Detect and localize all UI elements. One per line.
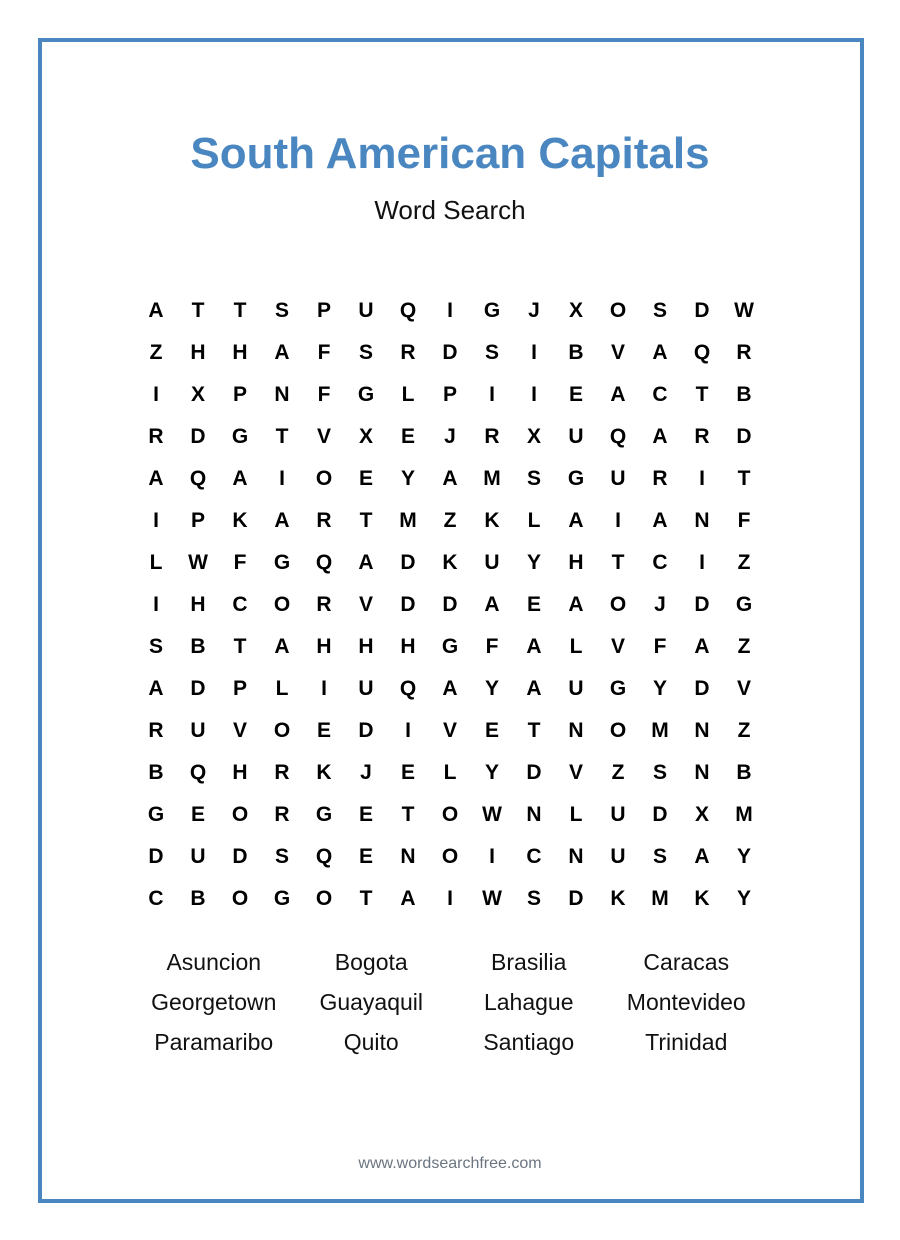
grid-cell[interactable]: K <box>316 761 332 784</box>
grid-cell[interactable]: G <box>567 467 585 490</box>
grid-cell[interactable]: V <box>610 341 625 364</box>
page-subtitle: Word Search <box>374 195 526 225</box>
grid-cell[interactable]: Q <box>399 677 417 700</box>
grid-cell[interactable]: H <box>232 761 248 784</box>
grid-cell[interactable]: O <box>609 719 627 742</box>
grid-row <box>135 416 765 458</box>
grid-cell[interactable]: T <box>233 635 247 658</box>
grid-cell[interactable]: F <box>233 551 247 574</box>
grid-cell[interactable]: N <box>694 761 710 784</box>
grid-cell[interactable]: U <box>190 845 206 868</box>
grid-cell[interactable]: D <box>694 677 710 700</box>
grid-cell[interactable]: V <box>316 425 331 448</box>
word-list-item: Asuncion <box>166 949 262 975</box>
grid-cell[interactable]: D <box>694 299 710 322</box>
grid-cell[interactable]: O <box>231 887 249 910</box>
grid-cell[interactable]: X <box>694 803 709 826</box>
grid-cell[interactable]: P <box>232 383 247 406</box>
grid-cell[interactable]: Y <box>736 887 751 910</box>
grid-cell[interactable]: I <box>447 887 453 910</box>
grid-cell[interactable]: M <box>399 509 417 532</box>
grid-cell[interactable]: T <box>401 803 415 826</box>
grid-cell[interactable]: G <box>441 635 459 658</box>
word-list-item: Lahague <box>483 989 574 1015</box>
grid-cell[interactable]: S <box>652 845 667 868</box>
grid-row <box>135 710 765 752</box>
grid-cell[interactable]: A <box>274 509 290 532</box>
grid-cell[interactable]: W <box>482 887 502 910</box>
grid-cell[interactable]: Q <box>609 425 627 448</box>
grid-cell[interactable]: M <box>483 467 501 490</box>
grid-cell[interactable]: I <box>153 509 159 532</box>
grid-cell[interactable]: A <box>232 467 248 490</box>
grid-cell[interactable]: N <box>568 845 584 868</box>
grid-row <box>135 290 765 332</box>
word-list-item: Bogota <box>334 949 408 975</box>
grid-cell[interactable]: A <box>694 845 710 868</box>
grid-row <box>135 542 765 584</box>
grid-cell[interactable]: T <box>191 299 205 322</box>
grid-row <box>135 458 765 500</box>
grid-cell[interactable]: R <box>148 719 164 742</box>
grid-cell[interactable]: P <box>190 509 205 532</box>
grid-cell[interactable]: O <box>609 593 627 616</box>
grid-cell[interactable]: S <box>526 467 541 490</box>
grid-cell[interactable]: E <box>316 719 331 742</box>
grid-cell[interactable]: E <box>358 467 373 490</box>
grid-cell[interactable]: A <box>442 677 458 700</box>
grid-cell[interactable]: V <box>358 593 373 616</box>
grid-cell[interactable]: I <box>489 845 495 868</box>
grid-cell[interactable]: D <box>694 593 710 616</box>
grid-cell[interactable]: Y <box>652 677 667 700</box>
grid-cell[interactable]: I <box>405 719 411 742</box>
grid-cell[interactable]: K <box>484 509 500 532</box>
grid-cell[interactable]: A <box>568 509 584 532</box>
grid-cell[interactable]: O <box>441 845 459 868</box>
grid-cell[interactable]: Q <box>315 551 333 574</box>
grid-cell[interactable]: Q <box>315 845 333 868</box>
word-list-item: Paramaribo <box>154 1029 274 1055</box>
grid-cell[interactable]: D <box>400 551 416 574</box>
grid-cell[interactable]: H <box>190 341 206 364</box>
grid-cell[interactable]: Q <box>693 341 711 364</box>
grid-cell[interactable]: X <box>526 425 541 448</box>
grid-cell[interactable]: A <box>148 467 164 490</box>
grid-cell[interactable]: K <box>610 887 626 910</box>
grid-cell[interactable]: F <box>317 383 331 406</box>
grid-cell[interactable]: A <box>400 887 416 910</box>
grid-cell[interactable]: I <box>531 383 537 406</box>
grid-cell[interactable]: F <box>737 509 751 532</box>
grid-cell[interactable]: O <box>315 887 333 910</box>
grid-cell[interactable]: G <box>735 593 753 616</box>
grid-cell[interactable]: I <box>699 551 705 574</box>
grid-cell[interactable]: Q <box>189 761 207 784</box>
grid-cell[interactable]: A <box>148 677 164 700</box>
grid-cell[interactable]: Y <box>484 761 499 784</box>
grid-cell[interactable]: R <box>274 761 290 784</box>
grid-cell[interactable]: D <box>190 677 206 700</box>
grid-cell[interactable]: E <box>400 425 415 448</box>
grid-cell[interactable]: Y <box>400 467 415 490</box>
grid-cell[interactable]: S <box>484 341 499 364</box>
grid-cell[interactable]: I <box>279 467 285 490</box>
grid-cell[interactable]: E <box>190 803 205 826</box>
grid-cell[interactable]: S <box>652 299 667 322</box>
grid-cell[interactable]: A <box>526 635 542 658</box>
grid-cell[interactable]: G <box>609 677 627 700</box>
grid-cell[interactable]: R <box>316 509 332 532</box>
grid-cell[interactable]: B <box>148 761 164 784</box>
grid-cell[interactable]: A <box>568 593 584 616</box>
footer-url: www.wordsearchfree.com <box>358 1155 542 1172</box>
grid-cell[interactable]: L <box>275 677 289 700</box>
grid-cell[interactable]: N <box>568 719 584 742</box>
word-list-item: Brasilia <box>491 949 567 975</box>
grid-cell[interactable]: O <box>609 299 627 322</box>
grid-cell[interactable]: S <box>652 761 667 784</box>
grid-cell[interactable]: O <box>315 467 333 490</box>
grid-cell[interactable]: R <box>148 425 164 448</box>
grid-cell[interactable]: U <box>568 677 584 700</box>
grid-cell[interactable]: Q <box>399 299 417 322</box>
grid-row <box>135 878 765 920</box>
grid-row <box>135 626 765 668</box>
grid-cell[interactable]: G <box>147 803 165 826</box>
grid-cell[interactable]: U <box>190 719 206 742</box>
grid-cell[interactable]: D <box>190 425 206 448</box>
word-list-item: Santiago <box>483 1029 575 1055</box>
grid-cell[interactable]: R <box>694 425 710 448</box>
grid-cell[interactable]: N <box>526 803 542 826</box>
grid-cell[interactable]: D <box>736 425 752 448</box>
grid-row <box>135 500 765 542</box>
grid-cell[interactable]: E <box>400 761 415 784</box>
grid-cell[interactable]: D <box>526 761 542 784</box>
grid-cell[interactable]: S <box>148 635 163 658</box>
grid-cell[interactable]: P <box>442 383 457 406</box>
grid-cell[interactable]: C <box>148 887 164 910</box>
grid-cell[interactable]: E <box>358 803 373 826</box>
word-list <box>135 942 765 1062</box>
grid-cell[interactable]: W <box>482 803 502 826</box>
grid-row <box>135 332 765 374</box>
grid-cell[interactable]: I <box>615 509 621 532</box>
grid-cell[interactable]: C <box>526 845 542 868</box>
grid-cell[interactable]: D <box>442 593 458 616</box>
grid-cell[interactable]: Z <box>149 341 163 364</box>
grid-cell[interactable]: H <box>316 635 332 658</box>
grid-cell[interactable]: K <box>694 887 710 910</box>
grid-cell[interactable]: H <box>232 341 248 364</box>
grid-cell[interactable]: D <box>652 803 668 826</box>
grid-cell[interactable]: S <box>358 341 373 364</box>
grid-cell[interactable]: A <box>274 635 290 658</box>
grid-cell[interactable]: D <box>568 887 584 910</box>
word-list-item: Guayaquil <box>319 989 424 1015</box>
grid-cell[interactable]: F <box>485 635 499 658</box>
grid-cell[interactable]: A <box>526 677 542 700</box>
grid-cell[interactable]: T <box>359 887 373 910</box>
grid-cell[interactable]: W <box>188 551 208 574</box>
grid-cell[interactable]: B <box>190 887 206 910</box>
grid-cell[interactable]: R <box>274 803 290 826</box>
grid-row <box>135 752 765 794</box>
grid-row <box>135 836 765 878</box>
letter-grid <box>135 290 765 920</box>
grid-cell[interactable]: D <box>358 719 374 742</box>
grid-cell[interactable]: X <box>358 425 373 448</box>
grid-cell[interactable]: A <box>484 593 500 616</box>
grid-cell[interactable]: N <box>694 719 710 742</box>
grid-cell[interactable]: E <box>358 845 373 868</box>
grid-cell[interactable]: G <box>483 299 501 322</box>
grid-cell[interactable]: C <box>652 551 668 574</box>
grid-cell[interactable]: L <box>527 509 541 532</box>
grid-cell[interactable]: R <box>652 467 668 490</box>
grid-cell[interactable]: O <box>273 719 291 742</box>
grid-row <box>135 668 765 710</box>
grid-cell[interactable]: R <box>316 593 332 616</box>
grid-cell[interactable]: J <box>360 761 372 784</box>
grid-cell[interactable]: Q <box>189 467 207 490</box>
grid-cell[interactable]: T <box>695 383 709 406</box>
page-title: South American Capitals <box>190 129 710 178</box>
grid-cell[interactable]: I <box>153 593 159 616</box>
grid-cell[interactable]: O <box>273 593 291 616</box>
grid-cell[interactable]: T <box>359 509 373 532</box>
grid-row <box>135 794 765 836</box>
grid-cell[interactable]: V <box>568 761 583 784</box>
grid-cell[interactable]: E <box>568 383 583 406</box>
grid-cell[interactable]: Z <box>443 509 457 532</box>
grid-cell[interactable]: S <box>274 299 289 322</box>
grid-cell[interactable]: Y <box>736 845 751 868</box>
grid-cell[interactable]: F <box>317 341 331 364</box>
grid-cell[interactable]: I <box>531 341 537 364</box>
grid-cell[interactable]: A <box>652 509 668 532</box>
grid-cell[interactable]: A <box>442 467 458 490</box>
grid-cell[interactable]: M <box>651 887 669 910</box>
grid-cell[interactable]: U <box>358 677 374 700</box>
grid-cell[interactable]: J <box>444 425 456 448</box>
grid-cell[interactable]: X <box>190 383 205 406</box>
grid-cell[interactable]: B <box>736 383 752 406</box>
grid-cell[interactable]: A <box>694 635 710 658</box>
grid-cell[interactable]: G <box>315 803 333 826</box>
grid-cell[interactable]: A <box>652 425 668 448</box>
grid-cell[interactable]: U <box>568 425 584 448</box>
grid-cell[interactable]: R <box>736 341 752 364</box>
grid-cell[interactable]: V <box>610 635 625 658</box>
grid-cell[interactable]: F <box>653 635 667 658</box>
grid-row <box>135 584 765 626</box>
grid-cell[interactable]: H <box>358 635 374 658</box>
word-list-item: Montevideo <box>626 989 746 1015</box>
grid-cell[interactable]: W <box>734 299 754 322</box>
grid-cell[interactable]: A <box>274 341 290 364</box>
grid-cell[interactable]: G <box>231 425 249 448</box>
grid-cell[interactable]: H <box>400 635 416 658</box>
grid-cell[interactable]: G <box>273 887 291 910</box>
grid-cell[interactable]: D <box>148 845 164 868</box>
grid-cell[interactable]: L <box>569 635 583 658</box>
grid-cell[interactable]: S <box>526 887 541 910</box>
grid-cell[interactable]: V <box>232 719 247 742</box>
grid-cell[interactable]: A <box>652 341 668 364</box>
grid-cell[interactable]: Z <box>737 635 751 658</box>
grid-cell[interactable]: I <box>321 677 327 700</box>
word-list-item: Quito <box>343 1029 399 1055</box>
grid-cell[interactable]: B <box>190 635 206 658</box>
grid-cell[interactable]: M <box>651 719 669 742</box>
grid-cell[interactable]: B <box>736 761 752 784</box>
word-list-item: Georgetown <box>151 989 277 1015</box>
grid-cell[interactable]: E <box>484 719 499 742</box>
grid-cell[interactable]: A <box>148 299 164 322</box>
grid-cell[interactable]: O <box>231 803 249 826</box>
grid-cell[interactable]: G <box>357 383 375 406</box>
grid-cell[interactable]: U <box>610 803 626 826</box>
grid-cell[interactable]: L <box>401 383 415 406</box>
grid-cell[interactable]: Z <box>737 719 751 742</box>
grid-cell[interactable]: L <box>149 551 163 574</box>
grid-cell[interactable]: L <box>443 761 457 784</box>
grid-cell[interactable]: I <box>447 299 453 322</box>
grid-cell[interactable]: V <box>736 677 751 700</box>
grid-cell[interactable]: Y <box>484 677 499 700</box>
grid-cell[interactable]: N <box>694 509 710 532</box>
grid-cell[interactable]: N <box>400 845 416 868</box>
grid-cell[interactable]: Z <box>737 551 751 574</box>
word-list-item: Trinidad <box>645 1029 728 1055</box>
grid-cell[interactable]: X <box>568 299 583 322</box>
grid-cell[interactable]: E <box>526 593 541 616</box>
grid-cell[interactable]: G <box>273 551 291 574</box>
grid-cell[interactable]: N <box>274 383 290 406</box>
grid-cell[interactable]: A <box>358 551 374 574</box>
grid-cell[interactable]: T <box>527 719 541 742</box>
grid-cell[interactable]: Z <box>611 761 625 784</box>
grid-cell[interactable]: K <box>442 551 458 574</box>
grid-cell[interactable]: T <box>611 551 625 574</box>
word-list-item: Caracas <box>643 949 730 975</box>
grid-cell[interactable]: R <box>484 425 500 448</box>
grid-cell[interactable]: Y <box>526 551 541 574</box>
grid-cell[interactable]: T <box>233 299 247 322</box>
grid-cell[interactable]: S <box>274 845 289 868</box>
grid-cell[interactable]: V <box>442 719 457 742</box>
grid-cell[interactable]: C <box>232 593 248 616</box>
grid-cell[interactable]: T <box>275 425 289 448</box>
grid-row <box>135 374 765 416</box>
grid-cell[interactable]: J <box>528 299 540 322</box>
grid-cell[interactable]: C <box>652 383 668 406</box>
grid-cell[interactable]: D <box>232 845 248 868</box>
grid-cell[interactable]: U <box>358 299 374 322</box>
grid-cell[interactable]: A <box>610 383 626 406</box>
grid-cell[interactable]: I <box>153 383 159 406</box>
grid-cell[interactable]: U <box>610 467 626 490</box>
grid-cell[interactable]: U <box>610 845 626 868</box>
grid-cell[interactable]: H <box>190 593 206 616</box>
grid-cell[interactable]: I <box>489 383 495 406</box>
grid-cell[interactable]: D <box>442 341 458 364</box>
grid-cell[interactable]: M <box>735 803 753 826</box>
grid-cell[interactable]: B <box>568 341 584 364</box>
grid-cell[interactable]: R <box>400 341 416 364</box>
grid-cell[interactable]: D <box>400 593 416 616</box>
grid-cell[interactable]: I <box>699 467 705 490</box>
grid-cell[interactable]: U <box>484 551 500 574</box>
grid-cell[interactable]: P <box>232 677 247 700</box>
grid-cell[interactable]: K <box>232 509 248 532</box>
grid-cell[interactable]: J <box>654 593 666 616</box>
grid-cell[interactable]: T <box>737 467 751 490</box>
grid-cell[interactable]: P <box>316 299 331 322</box>
grid-cell[interactable]: O <box>441 803 459 826</box>
grid-cell[interactable]: L <box>569 803 583 826</box>
grid-cell[interactable]: H <box>568 551 584 574</box>
